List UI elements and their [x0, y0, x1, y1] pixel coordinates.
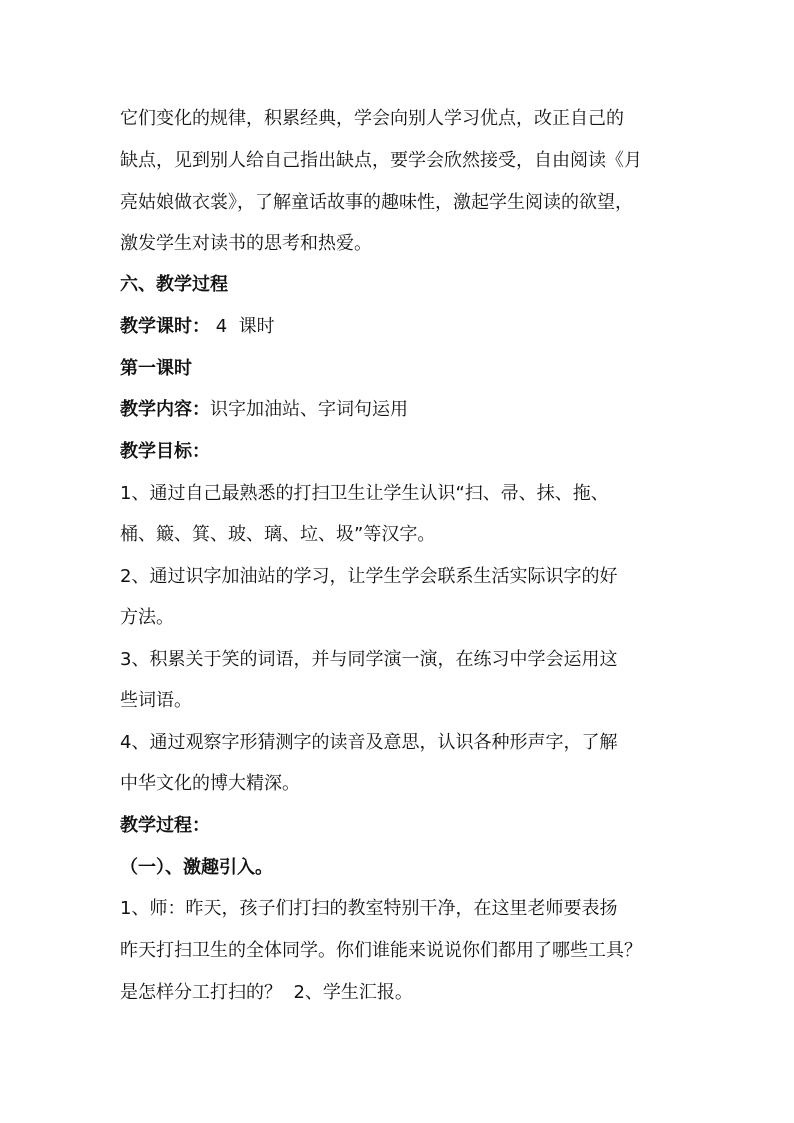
goal-2-line: 2、通过识字加油站的学习，让学生学会联系生活实际识字的好 — [120, 566, 618, 587]
goals-heading: 教学目标： — [120, 441, 210, 462]
paragraph-line: 激发学生对读书的思考和热爱。 — [120, 233, 372, 254]
teaching-content-line — [120, 399, 700, 421]
goal-4-line: 4、通过观察字形猜测字的读音及意思，认识各种形声字，了解 — [120, 732, 618, 753]
paragraph-line: 它们变化的规律，积累经典，学会向别人学习优点，改正自己的 — [120, 108, 624, 129]
lesson-hours-line — [120, 316, 700, 338]
step-paragraph-line: 昨天打扫卫生的全体同学。你们谁能来说说你们都用了哪些工具？ — [120, 940, 642, 961]
goal-3-line: 些词语。 — [120, 690, 192, 711]
teaching-content-value: 识字加油站、字词句运用 — [210, 399, 408, 420]
goal-4-line: 中华文化的博大精深。 — [120, 773, 300, 794]
goal-1-line: 1、通过自己最熟悉的打扫卫生让学生认识“扫、帚、抹、拖、 — [120, 483, 609, 504]
section-heading: 六、教学过程 — [120, 274, 228, 295]
goal-3-line: 3、积累关于笑的词语，并与同学演一演，在练习中学会运用这 — [120, 649, 618, 670]
lesson-hours-label: 教学课时： — [120, 316, 210, 337]
step-paragraph-line: 1、师：昨天，孩子们打扫的教室特别干净，在这里老师要表扬 — [120, 898, 618, 919]
process-heading: 教学过程： — [120, 815, 210, 836]
goal-1-line: 桶、簸、箕、玻、璃、垃、圾”等汉字。 — [120, 524, 436, 545]
goal-2-line: 方法。 — [120, 607, 174, 628]
step-heading: （一）、激趣引入。 — [120, 857, 273, 878]
paragraph-line: 亮姑娘做衣裳》，了解童话故事的趣味性，激起学生阅读的欲望， — [120, 192, 633, 213]
lesson-hours-value: 4 课时 — [210, 316, 275, 337]
first-lesson-heading: 第一课时 — [120, 358, 192, 379]
paragraph-line: 缺点，见到别人给自己指出缺点，要学会欣然接受，自由阅读《月 — [120, 150, 642, 171]
teaching-content-label: 教学内容： — [120, 399, 210, 420]
step-paragraph-line: 是怎样分工打扫的？ 2、学生汇报。 — [120, 982, 413, 1003]
